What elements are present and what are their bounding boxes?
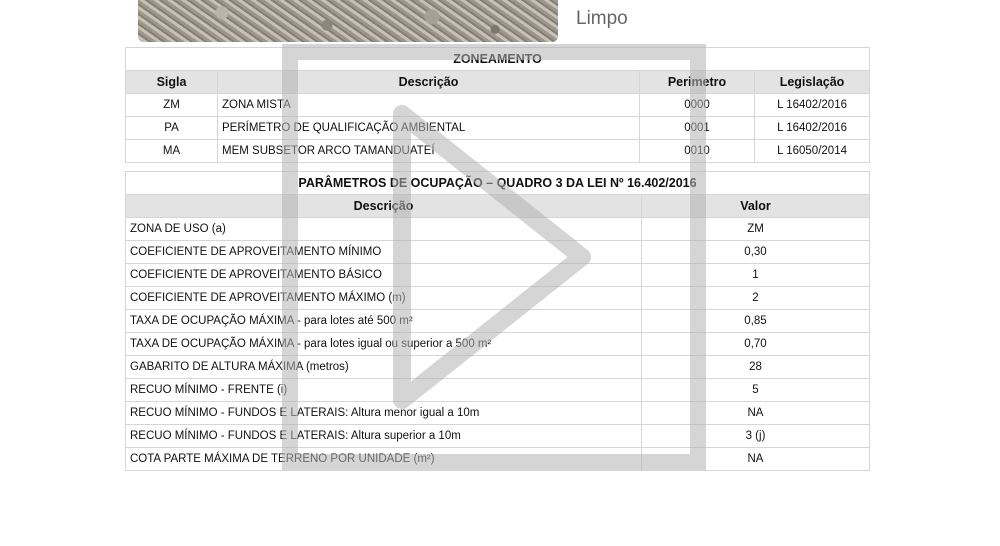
param-desc: COEFICIENTE DE APROVEITAMENTO MÍNIMO [126, 241, 642, 264]
table-row [126, 264, 870, 287]
perimetro-cell: 0001 [640, 117, 755, 140]
param-desc: RECUO MÍNIMO - FUNDOS E LATERAIS: Altura superior a 10m [126, 425, 642, 448]
param-value: 0,85 [642, 310, 870, 333]
table-row [126, 287, 870, 310]
param-desc: RECUO MÍNIMO - FUNDOS E LATERAIS: Altura menor igual a 10m [126, 402, 642, 425]
param-value: NA [642, 448, 870, 471]
zoneamento-title: ZONEAMENTO [126, 48, 870, 71]
sigla-cell: ZM [126, 94, 218, 117]
col-descricao: Descrição [218, 71, 640, 94]
col-descricao: Descrição [126, 195, 642, 218]
col-legislacao: Legislação [755, 71, 870, 94]
param-value: ZM [642, 218, 870, 241]
table-row [126, 140, 870, 163]
terrain-photo [138, 0, 558, 42]
param-desc: COEFICIENTE DE APROVEITAMENTO BÁSICO [126, 264, 642, 287]
sigla-cell: MA [126, 140, 218, 163]
param-value: 0,70 [642, 333, 870, 356]
legislacao-cell: L 16402/2016 [755, 94, 870, 117]
table-row [126, 356, 870, 379]
param-desc: TAXA DE OCUPAÇÃO MÁXIMA - para lotes igual ou superior a 500 m² [126, 333, 642, 356]
legislacao-cell: L 16402/2016 [755, 117, 870, 140]
descricao-cell: MEM SUBSETOR ARCO TAMANDUATEÍ [218, 140, 640, 163]
param-desc: GABARITO DE ALTURA MÁXIMA (metros) [126, 356, 642, 379]
table-row [126, 333, 870, 356]
param-value: NA [642, 402, 870, 425]
table-row [126, 94, 870, 117]
param-value: 3 (j) [642, 425, 870, 448]
col-valor: Valor [642, 195, 870, 218]
table-row [126, 448, 870, 471]
perimetro-cell: 0010 [640, 140, 755, 163]
param-value: 28 [642, 356, 870, 379]
table-row [126, 402, 870, 425]
descricao-cell: PERÍMETRO DE QUALIFICAÇÃO AMBIENTAL [218, 117, 640, 140]
table-row [126, 310, 870, 333]
perimetro-cell: 0000 [640, 94, 755, 117]
param-desc: RECUO MÍNIMO - FRENTE (i) [126, 379, 642, 402]
table-row [126, 117, 870, 140]
param-value: 2 [642, 287, 870, 310]
param-desc: COTA PARTE MÁXIMA DE TERRENO POR UNIDADE (m²) [126, 448, 642, 471]
table-row [126, 425, 870, 448]
descricao-cell: ZONA MISTA [218, 94, 640, 117]
table-row [126, 218, 870, 241]
header-label: Limpo [576, 8, 628, 29]
parametros-table [125, 171, 870, 471]
sigla-cell: PA [126, 117, 218, 140]
param-value: 1 [642, 264, 870, 287]
col-sigla: Sigla [126, 71, 218, 94]
zoneamento-table [125, 47, 870, 163]
param-value: 5 [642, 379, 870, 402]
param-value: 0,30 [642, 241, 870, 264]
param-desc: ZONA DE USO (a) [126, 218, 642, 241]
param-desc: COEFICIENTE DE APROVEITAMENTO MÁXIMO (m) [126, 287, 642, 310]
table-row [126, 379, 870, 402]
legislacao-cell: L 16050/2014 [755, 140, 870, 163]
col-perimetro: Perimetro [640, 71, 755, 94]
param-desc: TAXA DE OCUPAÇÃO MÁXIMA - para lotes até 500 m² [126, 310, 642, 333]
parametros-title: PARÂMETROS DE OCUPAÇÃO – QUADRO 3 DA LEI Nº 16.402/2016 [126, 172, 870, 195]
table-row [126, 241, 870, 264]
